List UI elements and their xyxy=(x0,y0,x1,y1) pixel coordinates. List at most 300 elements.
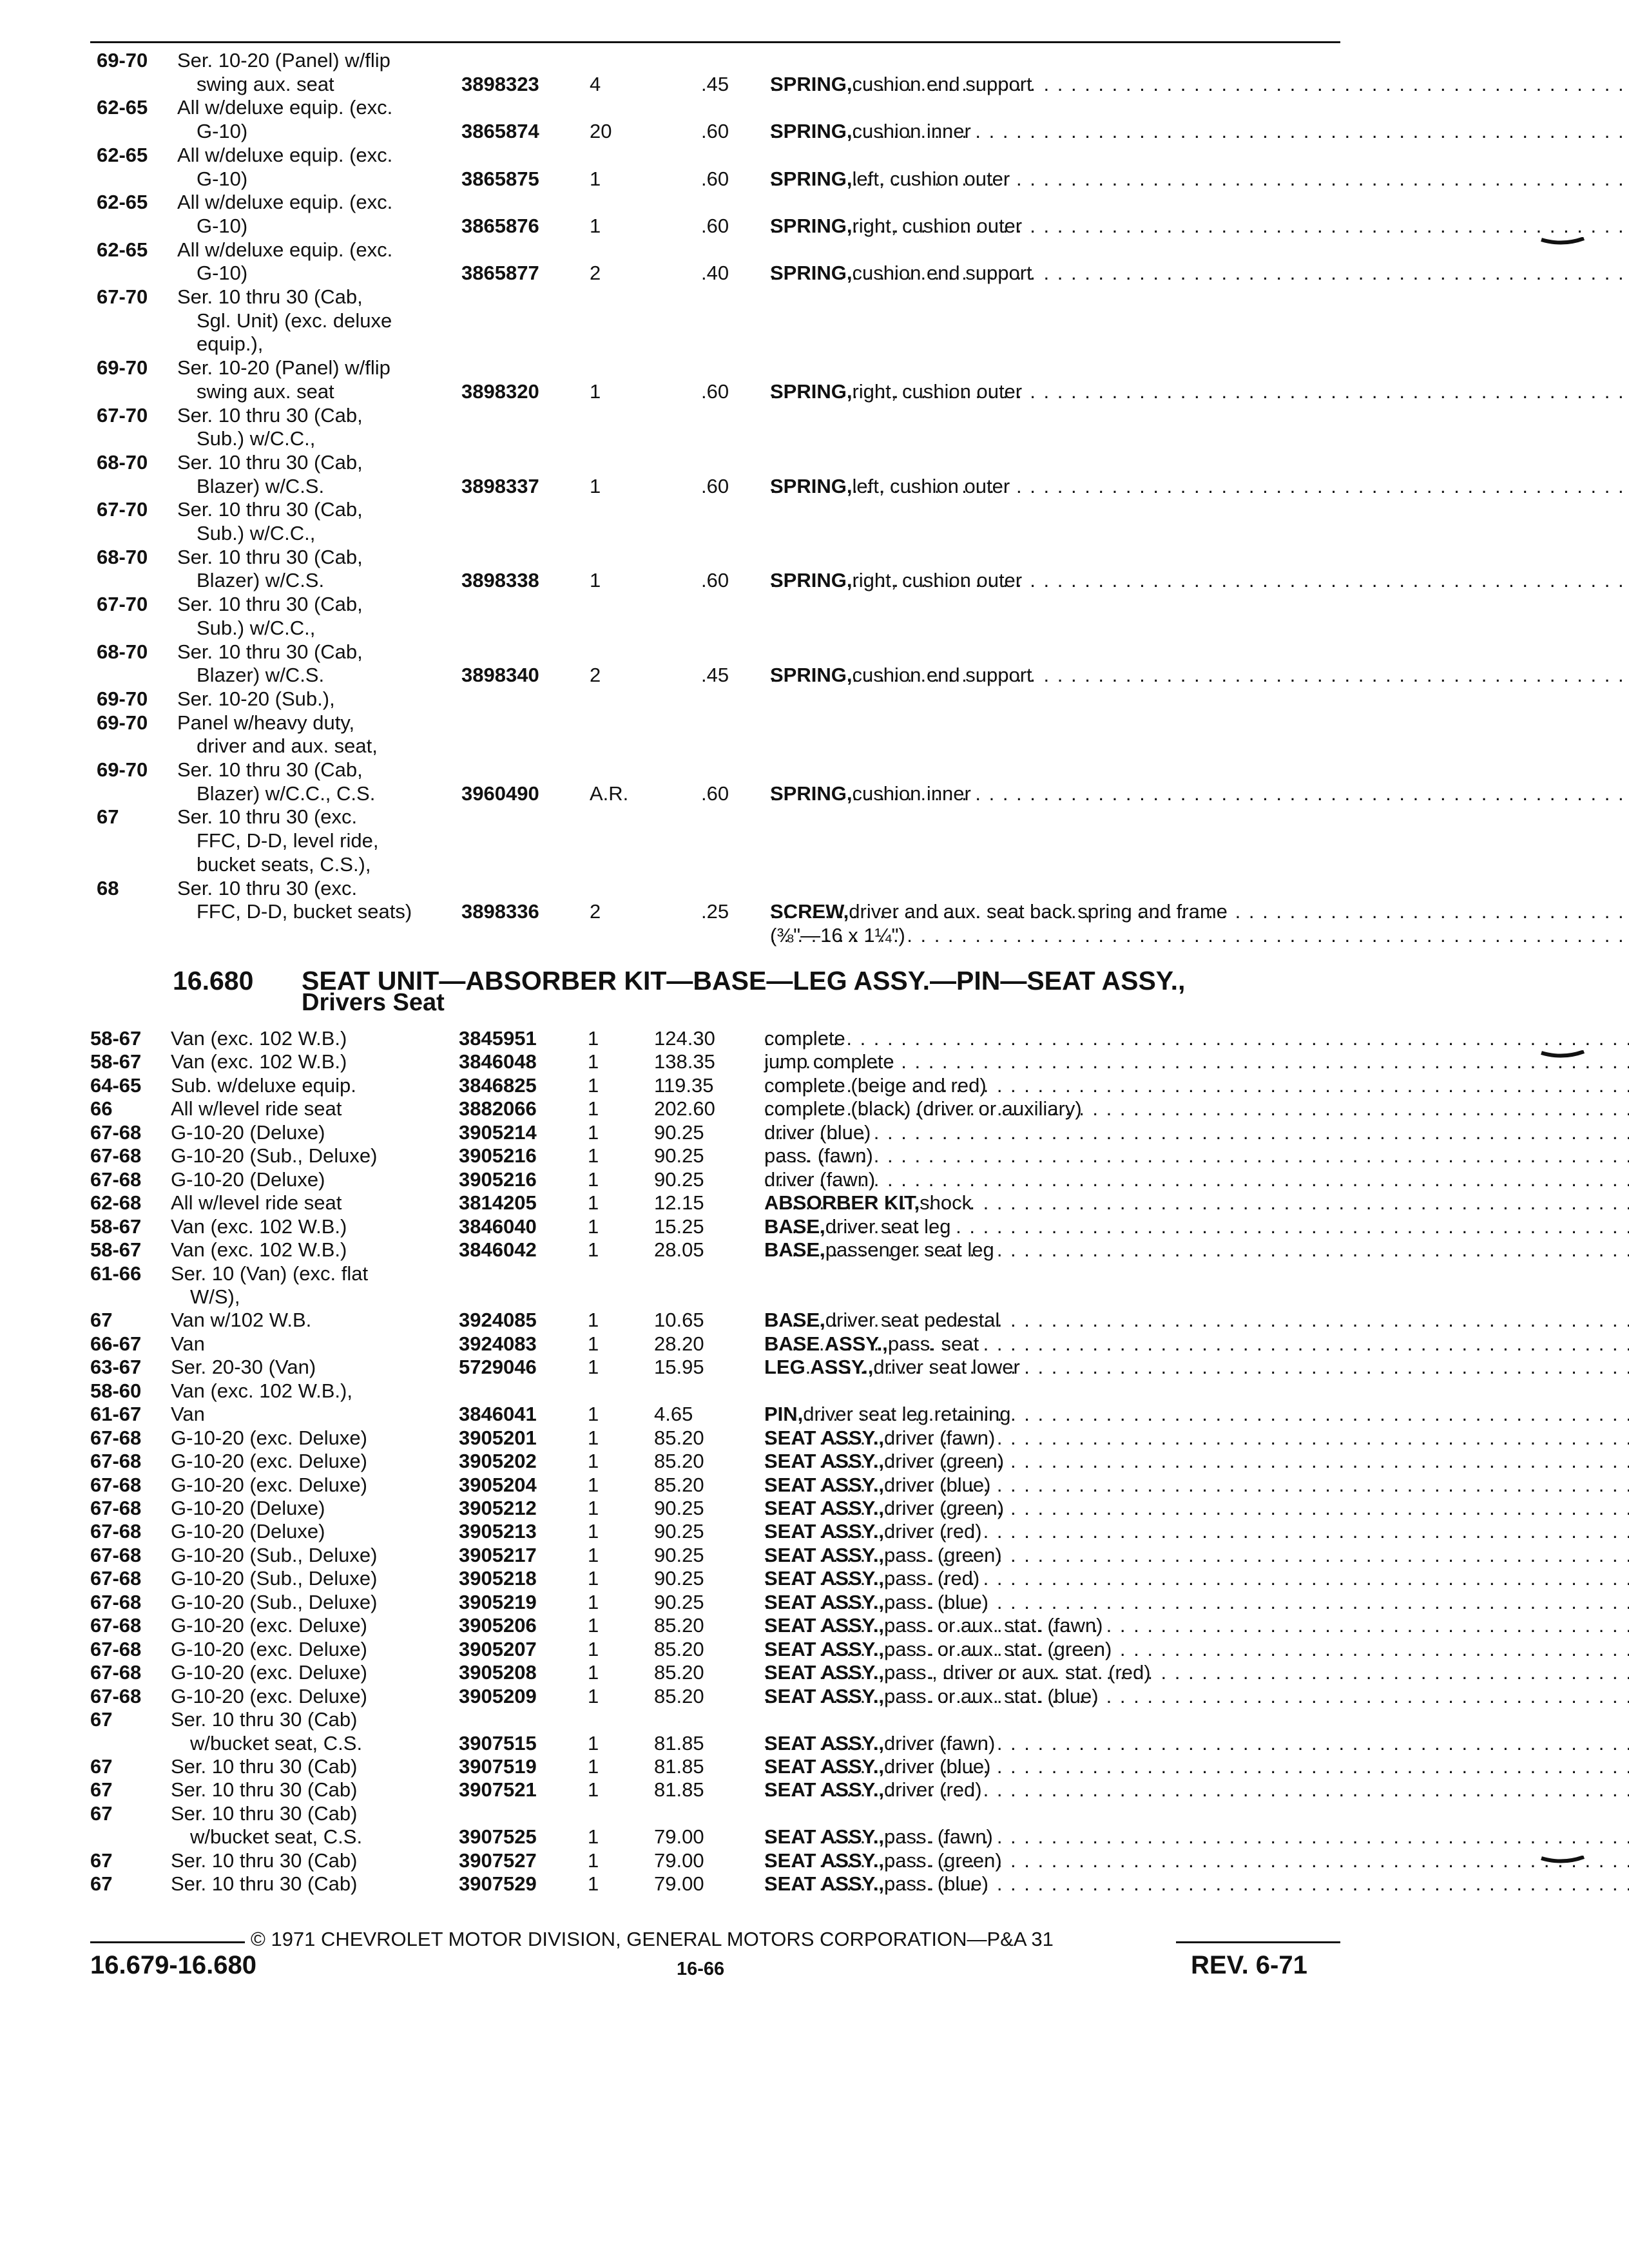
catalog-line xyxy=(0,1073,1418,1098)
catalog-line xyxy=(0,1191,1418,1215)
model-years: 62-65 xyxy=(97,96,148,119)
part-detail: pass. or aux. stat. (blue) xyxy=(884,1684,1099,1707)
application: Ser. 10 thru 30 (Cab) xyxy=(171,1802,358,1825)
part-number: 3905216 xyxy=(459,1168,537,1191)
quantity: 1 xyxy=(588,1120,599,1144)
leader-dots xyxy=(770,214,1629,238)
catalog-line xyxy=(0,1120,1418,1145)
part-detail: (⅜"—16 x 1¼") xyxy=(770,923,905,947)
application: Van xyxy=(171,1332,205,1355)
application: G-10-20 (Sub., Deluxe) xyxy=(171,1567,378,1590)
model-years: 67-70 xyxy=(97,498,148,521)
part-detail: complete (black) (driver or auxiliary) xyxy=(764,1097,1082,1120)
catalog-line xyxy=(0,95,1418,120)
part-name: SPRING, xyxy=(770,664,853,687)
price: 90.25 xyxy=(654,1543,704,1566)
application: Ser. 10 thru 30 (Cab) xyxy=(171,1849,358,1872)
model-years: 67-68 xyxy=(90,1590,142,1613)
quantity: 1 xyxy=(588,1450,599,1473)
catalog-line xyxy=(0,1168,1418,1192)
quantity: 1 xyxy=(590,569,601,592)
application: Ser. 10 thru 30 (Cab, xyxy=(177,593,363,616)
price: .60 xyxy=(701,569,729,592)
model-years: 62-68 xyxy=(90,1191,142,1215)
part-number: 3846040 xyxy=(459,1215,537,1238)
application: Ser. 20-30 (Van) xyxy=(171,1356,316,1379)
catalog-line xyxy=(0,782,1418,806)
part-number: 3845951 xyxy=(459,1027,537,1050)
part-name: SEAT ASSY., xyxy=(764,1661,885,1684)
footer-revision: REV. 6-71 xyxy=(1191,1951,1307,1979)
application-continued: G-10) xyxy=(197,214,248,237)
catalog-line xyxy=(0,1215,1418,1239)
part-detail: cushion end support xyxy=(852,72,1032,95)
catalog-line xyxy=(0,1285,1418,1309)
part-name: SEAT ASSY., xyxy=(764,1778,885,1802)
model-years: 67-68 xyxy=(90,1520,142,1543)
quantity: A.R. xyxy=(590,782,629,805)
catalog-line xyxy=(0,711,1418,735)
quantity: 1 xyxy=(588,1073,599,1097)
part-number: 3905209 xyxy=(459,1684,537,1707)
part-name: SEAT ASSY., xyxy=(764,1872,885,1896)
quantity: 1 xyxy=(588,1778,599,1802)
quantity: 1 xyxy=(590,474,601,497)
model-years: 67-70 xyxy=(97,285,148,308)
quantity: 1 xyxy=(588,1403,599,1426)
quantity: 1 xyxy=(588,1614,599,1637)
part-detail: driver (fawn) xyxy=(884,1731,996,1754)
price: .60 xyxy=(701,474,729,497)
catalog-line xyxy=(0,521,1418,546)
price: 202.60 xyxy=(654,1097,715,1120)
part-number: 3905212 xyxy=(459,1497,537,1519)
application: Ser. 10-20 (Panel) w/flip xyxy=(177,356,390,380)
application-continued: G-10) xyxy=(197,167,248,190)
model-years: 58-60 xyxy=(90,1379,142,1402)
model-years: 67-68 xyxy=(90,1661,142,1684)
quantity: 1 xyxy=(588,1473,599,1496)
part-number: 3905207 xyxy=(459,1637,537,1660)
leader-dots xyxy=(764,1097,1629,1121)
leader-dots xyxy=(764,1308,1629,1332)
part-detail: cushion end support xyxy=(852,262,1032,285)
catalog-line xyxy=(0,734,1418,758)
section-title: SEAT UNIT—ABSORBER KIT—BASE—LEG ASSY.—PIN—SEAT ASSY., xyxy=(302,966,1186,995)
price: 90.25 xyxy=(654,1497,704,1519)
application-continued: equip.), xyxy=(197,332,264,356)
application: G-10-20 (exc. Deluxe) xyxy=(171,1450,367,1473)
catalog-line xyxy=(0,1097,1418,1121)
leader-dots xyxy=(764,1543,1629,1568)
part-number: 3898336 xyxy=(461,900,539,923)
part-name: SPRING, xyxy=(770,120,853,143)
price: 85.20 xyxy=(654,1426,704,1449)
part-detail: pass. seat xyxy=(887,1332,979,1355)
quantity: 1 xyxy=(588,1168,599,1191)
application-continued: Sgl. Unit) (exc. deluxe xyxy=(197,309,392,332)
catalog-line xyxy=(0,190,1418,215)
price: 90.25 xyxy=(654,1590,704,1613)
part-detail: driver seat leg xyxy=(825,1215,951,1238)
quantity: 1 xyxy=(590,214,601,237)
application: Van (exc. 102 W.B.) xyxy=(171,1027,347,1050)
application: Ser. 10 thru 30 (exc. xyxy=(177,876,358,899)
model-years: 58-67 xyxy=(90,1050,142,1073)
leader-dots xyxy=(764,1849,1629,1873)
price: .25 xyxy=(701,900,729,923)
footer-section-range: 16.679-16.680 xyxy=(90,1951,257,1979)
price: 81.85 xyxy=(654,1731,704,1754)
catalog-line xyxy=(0,1637,1418,1662)
price: 85.20 xyxy=(654,1661,704,1684)
part-detail: driver (blue) xyxy=(884,1473,991,1496)
leader-dots xyxy=(770,474,1629,499)
quantity: 1 xyxy=(588,1520,599,1543)
catalog-line xyxy=(0,829,1418,853)
part-number: 5729046 xyxy=(459,1356,537,1379)
application: Ser. 10 thru 30 (Cab, xyxy=(177,640,363,663)
application: Ser. 10 thru 30 (Cab, xyxy=(177,498,363,521)
part-detail: pass. (green) xyxy=(884,1543,1002,1566)
price: .60 xyxy=(701,782,729,805)
quantity: 2 xyxy=(590,900,601,923)
catalog-line xyxy=(0,1731,1418,1756)
part-detail: pass. (fawn) xyxy=(764,1144,873,1168)
part-number: 3865876 xyxy=(461,214,539,237)
model-years: 58-67 xyxy=(90,1238,142,1262)
application-continued: swing aux. seat xyxy=(197,72,334,95)
price: 85.20 xyxy=(654,1684,704,1707)
model-years: 66-67 xyxy=(90,1332,142,1355)
catalog-line xyxy=(0,592,1418,617)
catalog-line xyxy=(0,1262,1418,1286)
part-name: SEAT ASSY., xyxy=(764,1684,885,1707)
leader-dots xyxy=(770,899,1629,924)
application: All w/deluxe equip. (exc. xyxy=(177,143,393,166)
model-years: 69-70 xyxy=(97,758,148,781)
application-continued: Blazer) w/C.C., C.S. xyxy=(197,782,376,805)
price: 79.00 xyxy=(654,1872,704,1896)
catalog-line xyxy=(0,616,1418,640)
catalog-line xyxy=(0,474,1418,499)
application: Ser. 10 thru 30 (Cab) xyxy=(171,1754,358,1778)
part-detail: cushion inner xyxy=(852,120,971,143)
part-detail: pass. or aux. stat. (fawn) xyxy=(884,1614,1103,1637)
part-number: 3905219 xyxy=(459,1590,537,1613)
catalog-line xyxy=(0,1449,1418,1474)
application: Ser. 10 thru 30 (Cab, xyxy=(177,403,363,427)
part-number: 3846041 xyxy=(459,1403,537,1426)
model-years: 67-70 xyxy=(97,403,148,427)
leader-dots xyxy=(764,1590,1629,1615)
leader-dots xyxy=(764,1449,1629,1474)
application: Sub. w/deluxe equip. xyxy=(171,1073,356,1097)
part-detail: pass. (fawn) xyxy=(884,1825,993,1849)
application: Ser. 10 thru 30 (Cab, xyxy=(177,450,363,474)
leader-dots xyxy=(770,119,1629,144)
part-detail: driver (fawn) xyxy=(764,1168,876,1191)
quantity: 1 xyxy=(588,1050,599,1073)
quantity: 1 xyxy=(588,1027,599,1050)
leader-dots xyxy=(764,1120,1629,1145)
part-name: SEAT ASSY., xyxy=(764,1520,885,1543)
part-number: 3905213 xyxy=(459,1520,537,1543)
leader-dots xyxy=(770,568,1629,593)
application: Ser. 10 thru 30 (Cab, xyxy=(177,758,363,781)
part-number: 3907527 xyxy=(459,1849,537,1872)
part-detail: passenger seat leg xyxy=(825,1238,994,1262)
catalog-line xyxy=(0,1473,1418,1497)
part-detail: left, cushion outer xyxy=(852,167,1010,190)
leader-dots xyxy=(764,1684,1629,1709)
catalog-line xyxy=(0,356,1418,380)
model-years: 68-70 xyxy=(97,450,148,474)
quantity: 1 xyxy=(588,1684,599,1707)
part-number: 3865875 xyxy=(461,167,539,190)
application: Van (exc. 102 W.B.) xyxy=(171,1215,347,1238)
quantity: 1 xyxy=(588,1309,599,1332)
part-detail: driver seat lower xyxy=(873,1356,1020,1379)
model-years: 67-68 xyxy=(90,1637,142,1660)
leader-dots xyxy=(770,923,1629,948)
part-name: SCREW, xyxy=(770,900,849,923)
application-continued: driver and aux. seat, xyxy=(197,735,378,758)
catalog-line xyxy=(0,1238,1418,1262)
part-detail: pass. (blue) xyxy=(884,1590,989,1613)
application: G-10-20 (Deluxe) xyxy=(171,1120,325,1144)
model-years: 64-65 xyxy=(90,1073,142,1097)
part-name: SEAT ASSY., xyxy=(764,1754,885,1778)
leader-dots xyxy=(770,663,1629,687)
top-rule xyxy=(90,41,1340,43)
part-number: 3846048 xyxy=(459,1050,537,1073)
application: Ser. 10-20 (Sub.), xyxy=(177,687,335,710)
application: G-10-20 (Sub., Deluxe) xyxy=(171,1543,378,1566)
application: Ser. 10 thru 30 (Cab, xyxy=(177,285,363,308)
model-years: 69-70 xyxy=(97,49,148,72)
part-detail: pass. or aux. stat. (green) xyxy=(884,1637,1112,1660)
part-name: SEAT ASSY., xyxy=(764,1614,885,1637)
model-years: 66 xyxy=(90,1097,113,1120)
model-years: 69-70 xyxy=(97,711,148,734)
leader-dots xyxy=(764,1332,1629,1356)
part-number: 3907515 xyxy=(459,1731,537,1754)
price: .60 xyxy=(701,120,729,143)
leader-dots xyxy=(764,1426,1629,1450)
quantity: 1 xyxy=(588,1332,599,1355)
catalog-line xyxy=(0,1026,1418,1051)
catalog-line xyxy=(0,1308,1418,1332)
part-number: 3907519 xyxy=(459,1754,537,1778)
part-name: SEAT ASSY., xyxy=(764,1731,885,1754)
catalog-line xyxy=(0,1825,1418,1849)
catalog-line xyxy=(0,1590,1418,1615)
model-years: 67 xyxy=(90,1872,113,1896)
leader-dots xyxy=(764,1613,1629,1638)
part-detail: pass. (blue) xyxy=(884,1872,989,1896)
catalog-line xyxy=(0,167,1418,191)
application: Ser. 10 thru 30 (Cab, xyxy=(177,545,363,568)
part-number: 3924085 xyxy=(459,1309,537,1332)
application: G-10-20 (exc. Deluxe) xyxy=(171,1473,367,1496)
catalog-line xyxy=(0,119,1418,144)
model-years: 62-65 xyxy=(97,238,148,261)
part-number: 3905218 xyxy=(459,1567,537,1590)
part-number: 3907525 xyxy=(459,1825,537,1849)
part-name: SEAT ASSY., xyxy=(764,1637,885,1660)
part-name: ABSORBER KIT, xyxy=(764,1191,920,1215)
part-detail: pass. (red) xyxy=(884,1567,980,1590)
model-years: 67 xyxy=(97,805,119,829)
part-number: 3924083 xyxy=(459,1332,537,1355)
catalog-line xyxy=(0,687,1418,711)
quantity: 1 xyxy=(588,1238,599,1262)
catalog-line xyxy=(0,285,1418,309)
model-years: 67-68 xyxy=(90,1450,142,1473)
application: G-10-20 (exc. Deluxe) xyxy=(171,1637,367,1660)
application: All w/deluxe equip. (exc. xyxy=(177,96,393,119)
price: .60 xyxy=(701,214,729,237)
quantity: 1 xyxy=(590,380,601,403)
catalog-line xyxy=(0,1496,1418,1521)
leader-dots xyxy=(770,782,1629,806)
application-continued: Blazer) w/C.S. xyxy=(197,474,325,497)
price: 79.00 xyxy=(654,1825,704,1849)
binding-mark xyxy=(1540,1856,1585,1865)
quantity: 1 xyxy=(588,1754,599,1778)
model-years: 67-70 xyxy=(97,593,148,616)
application: Ser. 10 thru 30 (Cab) xyxy=(171,1708,358,1731)
part-name: SPRING, xyxy=(770,380,853,403)
application-continued: w/bucket seat, C.S. xyxy=(190,1731,363,1754)
model-years: 67 xyxy=(90,1802,113,1825)
part-detail: right, cushion outer xyxy=(852,214,1023,237)
catalog-line xyxy=(0,214,1418,238)
price: 15.25 xyxy=(654,1215,704,1238)
catalog-line xyxy=(0,758,1418,782)
model-years: 61-67 xyxy=(90,1403,142,1426)
application-continued: FFC, D-D, bucket seats) xyxy=(197,900,412,923)
application-continued: Sub.) w/C.C., xyxy=(197,522,316,544)
quantity: 2 xyxy=(590,262,601,285)
model-years: 67-68 xyxy=(90,1567,142,1590)
part-detail: driver (fawn) xyxy=(884,1426,996,1449)
leader-dots xyxy=(764,1754,1629,1779)
quantity: 1 xyxy=(588,1590,599,1613)
model-years: 67 xyxy=(90,1849,113,1872)
catalog-line xyxy=(0,923,1418,948)
model-years: 67-68 xyxy=(90,1144,142,1168)
quantity: 1 xyxy=(588,1731,599,1754)
application-continued: Blazer) w/C.S. xyxy=(197,664,325,687)
footer-page-number: 16-66 xyxy=(677,1959,725,1979)
application: Ser. 10 thru 30 (Cab) xyxy=(171,1778,358,1802)
application: Ser. 10-20 (Panel) w/flip xyxy=(177,49,390,72)
leader-dots xyxy=(764,1872,1629,1896)
application: Van xyxy=(171,1403,205,1426)
quantity: 1 xyxy=(588,1637,599,1660)
application: Ser. 10 thru 30 (Cab) xyxy=(171,1872,358,1896)
part-detail: driver (blue) xyxy=(764,1120,871,1144)
part-name: SEAT ASSY., xyxy=(764,1567,885,1590)
quantity: 1 xyxy=(588,1567,599,1590)
catalog-line xyxy=(0,309,1418,333)
application: G-10-20 (exc. Deluxe) xyxy=(171,1684,367,1707)
price: 81.85 xyxy=(654,1778,704,1802)
leader-dots xyxy=(764,1355,1629,1379)
part-number: 3898320 xyxy=(461,380,539,403)
part-detail: cushion end support xyxy=(852,664,1032,687)
leader-dots xyxy=(764,1637,1629,1662)
application-continued: Sub.) w/C.C., xyxy=(197,616,316,639)
footer-rule-left xyxy=(90,1941,245,1943)
leader-dots xyxy=(764,1778,1629,1802)
catalog-line xyxy=(0,1379,1418,1403)
binding-mark xyxy=(1540,237,1585,246)
leader-dots xyxy=(770,261,1629,285)
price: 124.30 xyxy=(654,1027,715,1050)
part-number: 3907529 xyxy=(459,1872,537,1896)
price: 90.25 xyxy=(654,1144,704,1168)
price: 85.20 xyxy=(654,1637,704,1660)
price: 28.20 xyxy=(654,1332,704,1355)
catalog-line xyxy=(0,1332,1418,1356)
catalog-line xyxy=(0,1778,1418,1802)
model-years: 67-68 xyxy=(90,1426,142,1449)
quantity: 2 xyxy=(590,664,601,687)
part-name: SEAT ASSY., xyxy=(764,1849,885,1872)
model-years: 58-67 xyxy=(90,1027,142,1050)
part-number: 3846825 xyxy=(459,1073,537,1097)
catalog-line xyxy=(0,545,1418,570)
catalog-line xyxy=(0,876,1418,901)
part-number: 3907521 xyxy=(459,1778,537,1802)
model-years: 67-68 xyxy=(90,1497,142,1519)
part-number: 3865877 xyxy=(461,262,539,285)
application-continued: Blazer) w/C.S. xyxy=(197,569,325,592)
part-name: SPRING, xyxy=(770,262,853,285)
leader-dots xyxy=(764,1238,1629,1262)
catalog-line xyxy=(0,1402,1418,1427)
quantity: 1 xyxy=(588,1097,599,1120)
part-name: SEAT ASSY., xyxy=(764,1543,885,1566)
leader-dots xyxy=(764,1660,1629,1685)
part-detail: complete xyxy=(764,1027,845,1050)
catalog-line xyxy=(0,663,1418,687)
catalog-line xyxy=(0,1684,1418,1709)
part-detail: right, cushion outer xyxy=(852,569,1023,592)
part-name: BASE ASSY., xyxy=(764,1332,888,1355)
quantity: 1 xyxy=(588,1191,599,1215)
catalog-line xyxy=(0,72,1418,97)
application-continued: Sub.) w/C.C., xyxy=(197,427,316,450)
catalog-line xyxy=(0,1050,1418,1074)
part-detail: jump complete xyxy=(764,1050,894,1073)
application: G-10-20 (Sub., Deluxe) xyxy=(171,1144,378,1168)
quantity: 1 xyxy=(588,1849,599,1872)
model-years: 58-67 xyxy=(90,1215,142,1238)
price: 15.95 xyxy=(654,1356,704,1379)
part-name: SEAT ASSY., xyxy=(764,1473,885,1496)
part-detail: complete (beige and red) xyxy=(764,1073,987,1097)
part-name: BASE, xyxy=(764,1309,825,1332)
part-name: SPRING, xyxy=(770,214,853,237)
quantity: 1 xyxy=(588,1215,599,1238)
leader-dots xyxy=(770,167,1629,191)
model-years: 67 xyxy=(90,1778,113,1802)
application: G-10-20 (Deluxe) xyxy=(171,1520,325,1543)
